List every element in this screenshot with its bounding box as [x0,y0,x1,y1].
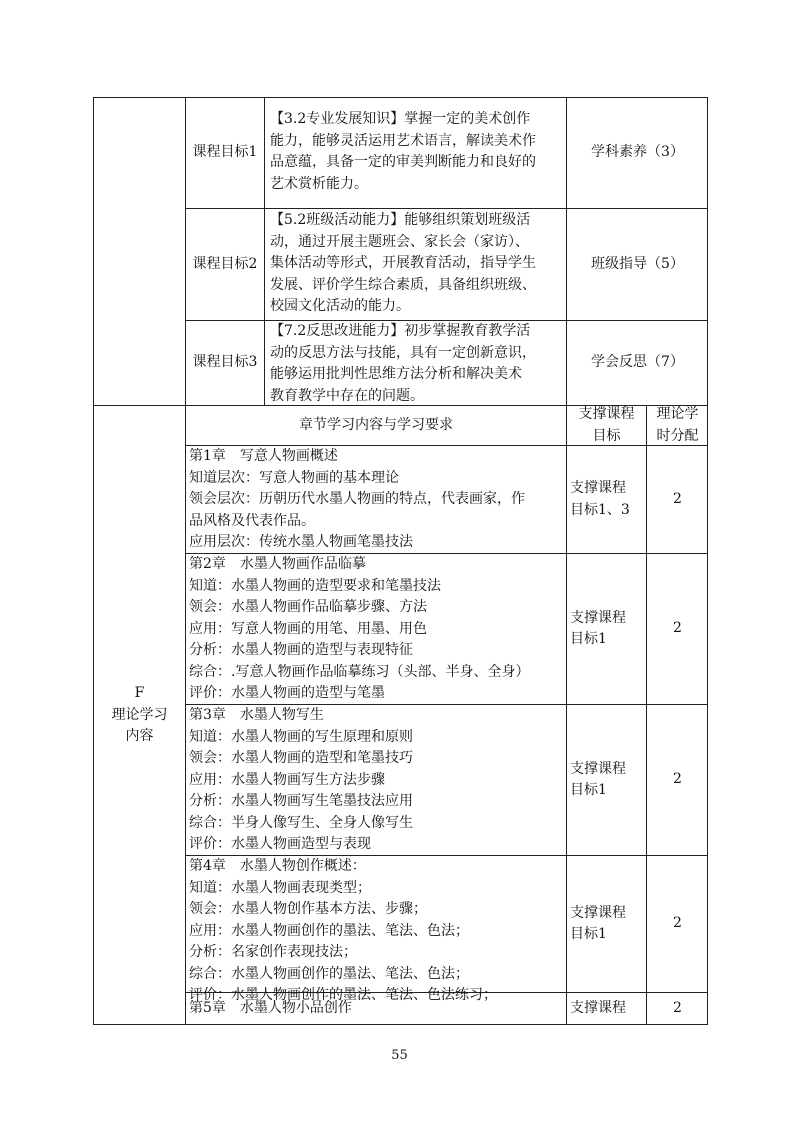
chapter-3-support [567,705,647,856]
chapter-support-text [570,759,626,802]
objective-desc-line: 教育教学中存在的问题。 [270,387,424,404]
chapter-hours-text: 2 [673,490,682,507]
objective-desc-line: 艺术赏析能力。 [270,175,368,192]
chapter-line: 领会：水墨人物画作品临摹步骤、方法 [189,599,427,615]
chapter-line: 综合：水墨人物画创作的墨法、笔法、色法； [189,965,469,982]
chapter-support-line: 目标1、3 [570,501,630,518]
objective-desc-line: 【7.2反思改进能力】初步掌握教育教学活 [270,323,531,339]
chapter-5-hours [647,993,708,1025]
objective-label-text: 课程目标2 [192,255,258,272]
objective-desc-3 [265,321,567,406]
chapter-line: 综合：半身人像写生、全身人像写生 [189,814,413,831]
objective-label-text: 课程目标1 [192,144,258,161]
chapter-support-line: 目标1 [570,926,607,942]
chapter-5-support [567,993,647,1025]
upper-section-label-cell [94,98,186,406]
chapter-4-hours [647,856,708,993]
chapter-support-line: 支撑课程 [570,1000,626,1017]
chapter-line: 知道：水墨人物画表现类型； [189,879,371,896]
header-support [567,406,647,446]
chapter-4-content [186,856,567,1003]
chapter-line: 知道：水墨人物画的造型要求和笔墨技法 [189,577,441,594]
chapter-support-text [570,903,626,946]
chapter-support-line: 支撑课程 [570,609,626,626]
objective-desc-line: 【3.2专业发展知识】掌握一定的美术创作 [270,111,531,127]
objective-label-1 [186,98,265,209]
objective-desc-line: 品意蕴，具备一定的审美判断能力和良好的 [270,154,536,170]
objective-support-3 [567,321,708,406]
header-hours-text [657,404,699,447]
chapter-line: 应用层次：传统水墨人物画笔墨技法 [189,534,413,550]
chapter-support-text [570,608,626,651]
chapter-support-line: 支撑课程 [570,480,626,496]
chapter-line: 评价：水墨人物画造型与表现 [189,836,371,852]
objective-desc-1 [265,98,567,209]
objective-desc-line: 动的反思方法与技能，具有一定创新意识， [270,344,536,361]
chapter-2-content [186,554,567,705]
chapter-line: 领会层次：历朝历代水墨人物画的特点，代表画家，作 [189,491,525,507]
header-support-line: 支撑课程 [578,406,635,422]
chapter-line: 分析：水墨人物画写生笔墨技法应用 [189,793,413,809]
chapter-2-support [567,554,647,705]
chapter-4-support [567,856,647,993]
section-f-label [94,406,186,1025]
chapter-1-support [567,446,647,554]
chapter-line: 分析：水墨人物画的造型与表现特征 [189,642,413,658]
chapter-support-line: 目标1 [570,782,607,798]
objective-desc-line: 校园文化活动的能力。 [270,298,410,314]
header-content-text: 章节学习内容与学习要求 [299,416,453,433]
header-support-text [579,404,635,447]
chapter-3-hours [647,705,708,856]
header-support-line: 目标 [592,427,621,444]
chapter-5-content [186,993,567,1025]
chapter-1-content [186,446,567,554]
objective-desc-line: 发展、评价学生综合素质，具备组织班级、 [270,276,536,293]
section-title-line: 内容 [125,728,154,745]
chapter-support-line: 目标1 [570,631,607,647]
chapter-3-content [186,705,567,856]
chapter-line: 应用：水墨人物画创作的墨法、笔法、色法； [189,922,469,939]
chapter-line: 领会：水墨人物画的造型和笔墨技巧 [189,750,413,766]
header-hours [647,406,708,446]
chapter-line: 品风格及代表作品。 [189,512,315,529]
chapter-line: 应用：水墨人物画写生方法步骤 [189,771,385,788]
chapter-support-line: 支撑课程 [570,904,626,921]
chapter-hours-text: 2 [673,915,682,932]
header-hours-line: 理论学 [656,406,699,422]
chapter-line: 知道层次：写意人物画的基本理论 [189,469,399,486]
objective-desc-2 [265,209,567,321]
chapter-2-hours [647,554,708,705]
chapter-line: 第3章 水墨人物写生 [189,707,324,723]
page-number: 55 [391,1048,408,1063]
section-f-label-text [112,683,168,748]
objective-label-text: 课程目标3 [192,354,258,371]
objective-support-text: 学会反思（7） [591,354,684,371]
objective-desc-line: 集体活动等形式，开展教育活动，指导学生 [270,255,536,271]
chapter-line: 评价：水墨人物画创作的墨法、笔法、色法练习； [189,987,497,1003]
objective-desc-line: 能力，能够灵活运用艺术语言，解读美术作 [270,132,536,149]
chapter-line: 第1章 写意人物画概述 [189,448,338,464]
chapter-1-hours [647,446,708,554]
chapter-hours-text: 2 [673,1000,682,1017]
objective-label-3 [186,321,265,406]
chapter-hours-text: 2 [673,771,682,788]
chapter-line: 综合：.写意人物画作品临摹练习（头部、半身、全身） [189,663,530,680]
objective-desc-line: 【5.2班级活动能力】能够组织策划班级活 [270,212,531,228]
objective-support-text: 班级指导（5） [591,255,684,272]
header-hours-line: 时分配 [656,427,699,444]
chapter-hours-text: 2 [673,620,682,637]
objective-label-2 [186,209,265,321]
chapter-line: 应用：写意人物画的用笔、用墨、用色 [189,620,427,637]
chapter-support-text [570,478,630,521]
objective-support-2 [567,209,708,321]
chapter-line: 评价：水墨人物画的造型与笔墨 [189,685,385,701]
header-content [186,406,567,446]
section-letter: F [134,685,145,702]
chapter-support-line: 支撑课程 [570,760,626,777]
objective-desc-line: 能够运用批判性思维方法分析和解决美术 [270,366,522,382]
objective-support-text: 学科素养（3） [591,144,684,161]
chapter-line: 分析：名家创作表现技法； [189,944,357,960]
course-table [93,97,708,1025]
chapter-line: 领会：水墨人物创作基本方法、步骤； [189,901,427,917]
section-title-line: 理论学习 [111,706,168,723]
chapter-line: 第2章 水墨人物画作品临摹 [189,556,366,572]
chapter-line: 第5章 水墨人物小品创作 [189,1000,352,1017]
chapter-line: 知道：水墨人物画的写生原理和原则 [189,728,413,745]
objective-desc-line: 动，通过开展主题班会、家长会（家访）、 [270,233,529,250]
objective-support-1 [567,98,708,209]
chapter-line: 第4章 水墨人物创作概述： [189,858,366,874]
